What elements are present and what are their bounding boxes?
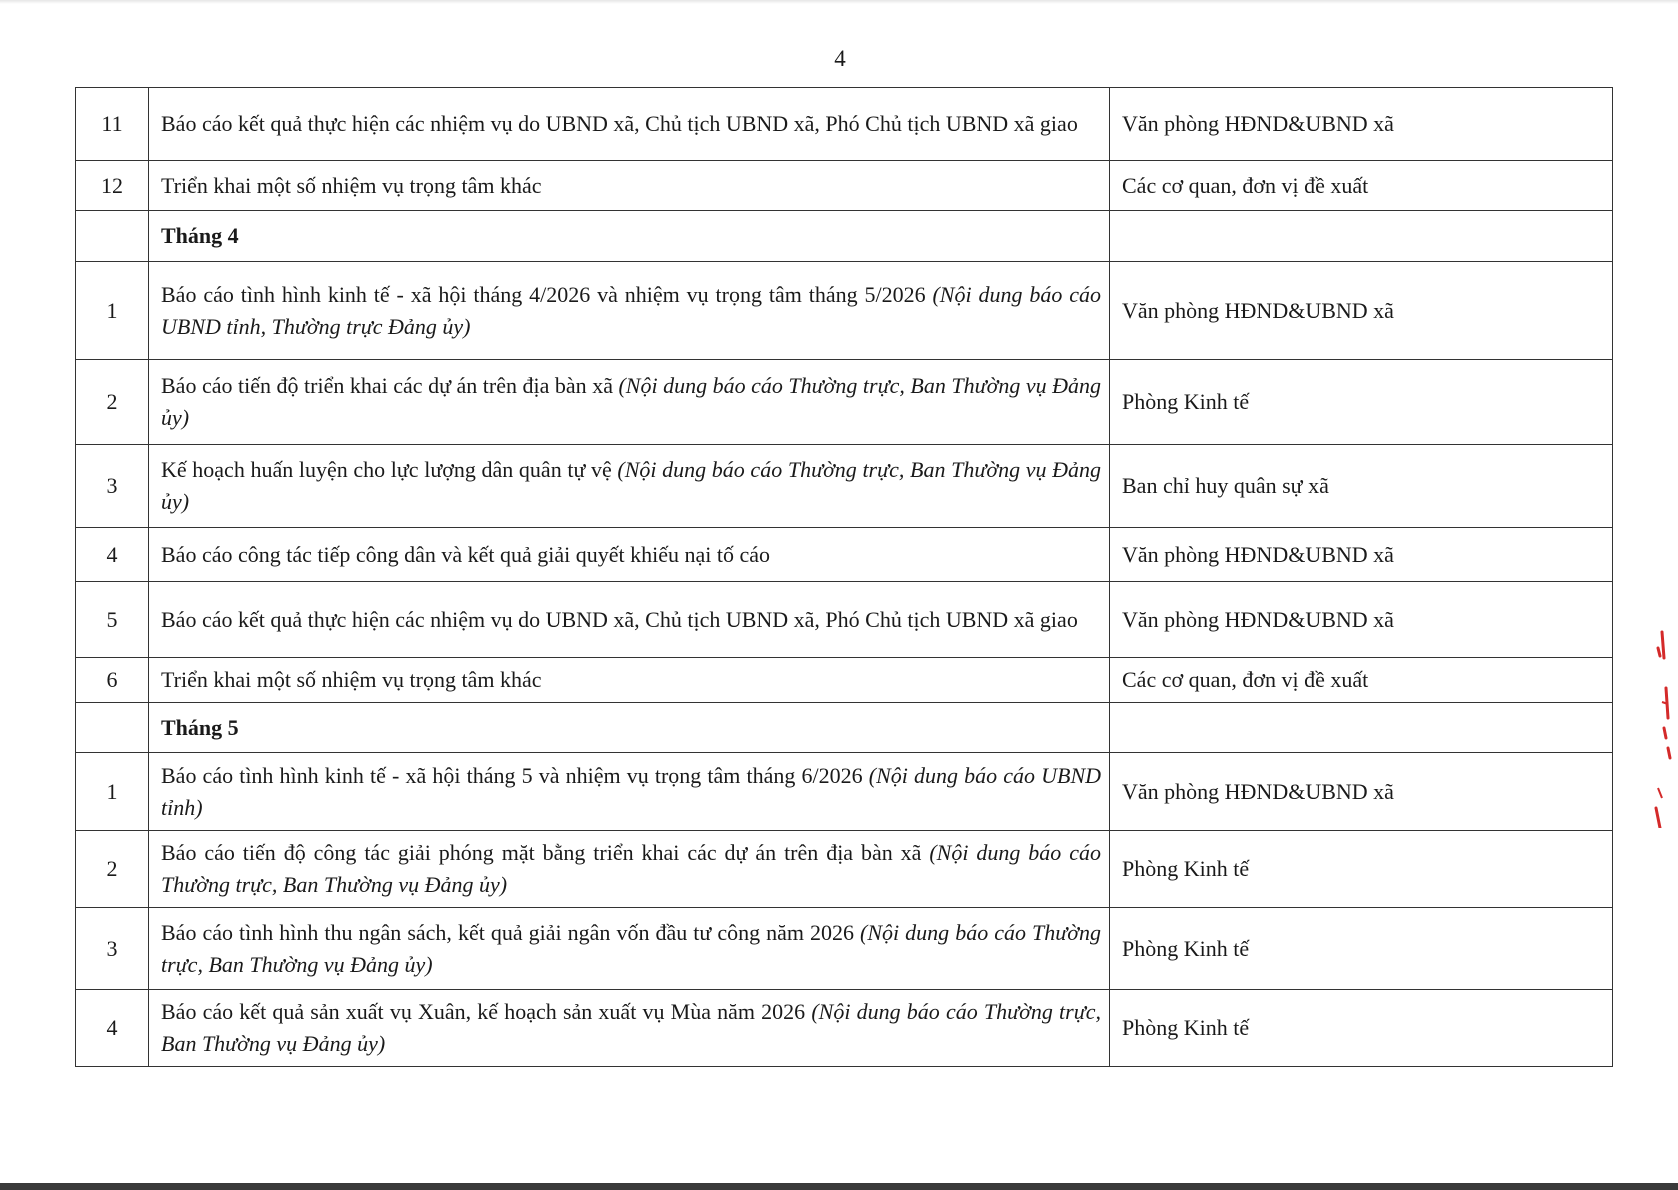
responsible-unit: Văn phòng HĐND&UBND xã bbox=[1110, 262, 1613, 360]
row-number: 3 bbox=[76, 445, 149, 528]
responsible-unit: Phòng Kinh tế bbox=[1110, 908, 1613, 990]
task-description bbox=[149, 528, 1110, 582]
task-description bbox=[149, 831, 1110, 908]
row-number: 12 bbox=[76, 161, 149, 211]
task-note: (Nội dung báo cáo Thường trực, Ban Thường vụ Đảng ủy) bbox=[161, 919, 1101, 977]
task-note: (Nội dung báo cáo UBND tỉnh, Thường trực Đảng ủy) bbox=[161, 281, 1101, 339]
row-number: 1 bbox=[76, 262, 149, 360]
month-heading: Tháng 4 bbox=[149, 211, 1110, 262]
responsible-unit: Phòng Kinh tế bbox=[1110, 831, 1613, 908]
table-row bbox=[76, 658, 1613, 703]
table-row bbox=[76, 360, 1613, 445]
task-description bbox=[149, 908, 1110, 990]
table-row bbox=[76, 831, 1613, 908]
page-number: 4 bbox=[834, 46, 846, 71]
responsible-unit: Văn phòng HĐND&UBND xã bbox=[1110, 582, 1613, 658]
row-number: 2 bbox=[76, 831, 149, 908]
responsible-unit: Phòng Kinh tế bbox=[1110, 990, 1613, 1067]
task-note: (Nội dung báo cáo Thường trực, Ban Thường vụ Đảng ủy) bbox=[161, 999, 1101, 1056]
task-note: (Nội dung báo cáo Thường trực, Ban Thường vụ Đảng ủy) bbox=[161, 373, 1102, 430]
month-section-row bbox=[76, 211, 1613, 262]
table-row bbox=[76, 262, 1613, 360]
task-description bbox=[149, 360, 1110, 445]
task-text: Triển khai một số nhiệm vụ trọng tâm khác bbox=[161, 667, 542, 692]
task-text: Báo cáo kết quả thực hiện các nhiệm vụ do UBND xã, Chủ tịch UBND xã, Phó Chủ tịch UBND xã giao bbox=[161, 606, 1078, 632]
task-description bbox=[149, 658, 1110, 703]
month-heading: Tháng 5 bbox=[149, 703, 1110, 753]
task-note: (Nội dung báo cáo Thường trực, Ban Thường vụ Đảng ủy) bbox=[161, 457, 1102, 514]
table-row bbox=[76, 582, 1613, 658]
task-description bbox=[149, 88, 1110, 161]
month-section-row bbox=[76, 703, 1613, 753]
table-row bbox=[76, 445, 1613, 528]
responsible-unit: Phòng Kinh tế bbox=[1110, 360, 1613, 445]
task-note: (Nội dung báo cáo Thường trực, Ban Thường vụ Đảng ủy) bbox=[161, 840, 1101, 897]
task-text: Báo cáo công tác tiếp công dân và kết quả giải quyết khiếu nại tố cáo bbox=[161, 541, 771, 567]
responsible-unit: Các cơ quan, đơn vị đề xuất bbox=[1110, 658, 1613, 703]
table-row bbox=[76, 161, 1613, 211]
task-note: (Nội dung báo cáo UBND tỉnh) bbox=[161, 762, 1102, 820]
table-row bbox=[76, 990, 1613, 1067]
task-description bbox=[149, 990, 1110, 1067]
table-row bbox=[76, 88, 1613, 161]
row-number: 6 bbox=[76, 658, 149, 703]
row-number: 5 bbox=[76, 582, 149, 658]
responsible-unit: Văn phòng HĐND&UBND xã bbox=[1110, 528, 1613, 582]
scan-bottom-edge bbox=[0, 1183, 1678, 1190]
task-description bbox=[149, 582, 1110, 658]
scan-top-edge bbox=[0, 0, 1678, 4]
task-description bbox=[149, 445, 1110, 528]
responsible-unit: Ban chỉ huy quân sự xã bbox=[1110, 445, 1613, 528]
row-number: 2 bbox=[76, 360, 149, 445]
row-number: 4 bbox=[76, 990, 149, 1067]
red-seal-stamp-edge bbox=[1648, 628, 1672, 828]
table-row bbox=[76, 528, 1613, 582]
task-text: Báo cáo tiến độ công tác giải phóng mặt bằng triển khai các dự án trên địa bàn xã bbox=[161, 840, 930, 865]
responsible-unit: Văn phòng HĐND&UBND xã bbox=[1110, 88, 1613, 161]
row-number: 4 bbox=[76, 528, 149, 582]
task-text: Báo cáo kết quả thực hiện các nhiệm vụ do UBND xã, Chủ tịch UBND xã, Phó Chủ tịch UBND xã giao bbox=[161, 111, 1078, 136]
task-text: Triển khai một số nhiệm vụ trọng tâm khác bbox=[161, 172, 542, 198]
row-number: 1 bbox=[76, 753, 149, 831]
task-text: Báo cáo tiến độ triển khai các dự án trên địa bàn xã bbox=[161, 373, 619, 398]
responsible-unit: Văn phòng HĐND&UBND xã bbox=[1110, 753, 1613, 831]
task-text: Báo cáo tình hình kinh tế - xã hội tháng 4/2026 và nhiệm vụ trọng tâm tháng 5/2026 bbox=[161, 281, 933, 307]
task-text: Báo cáo tình hình thu ngân sách, kết quả giải ngân vốn đầu tư công năm 2026 bbox=[161, 919, 861, 945]
table-row bbox=[76, 753, 1613, 831]
responsible-unit: Các cơ quan, đơn vị đề xuất bbox=[1110, 161, 1613, 211]
task-text: Báo cáo kết quả sản xuất vụ Xuân, kế hoạch sản xuất vụ Mùa năm 2026 bbox=[161, 999, 812, 1024]
row-number: 11 bbox=[76, 88, 149, 161]
task-text: Kế hoạch huấn luyện cho lực lượng dân quân tự vệ bbox=[161, 457, 618, 482]
work-plan-table bbox=[75, 87, 1613, 1067]
task-description bbox=[149, 262, 1110, 360]
table-row bbox=[76, 908, 1613, 990]
task-text: Báo cáo tình hình kinh tế - xã hội tháng 5 và nhiệm vụ trọng tâm tháng 6/2026 bbox=[161, 762, 869, 788]
row-number: 3 bbox=[76, 908, 149, 990]
task-description bbox=[149, 753, 1110, 831]
task-description bbox=[149, 161, 1110, 211]
